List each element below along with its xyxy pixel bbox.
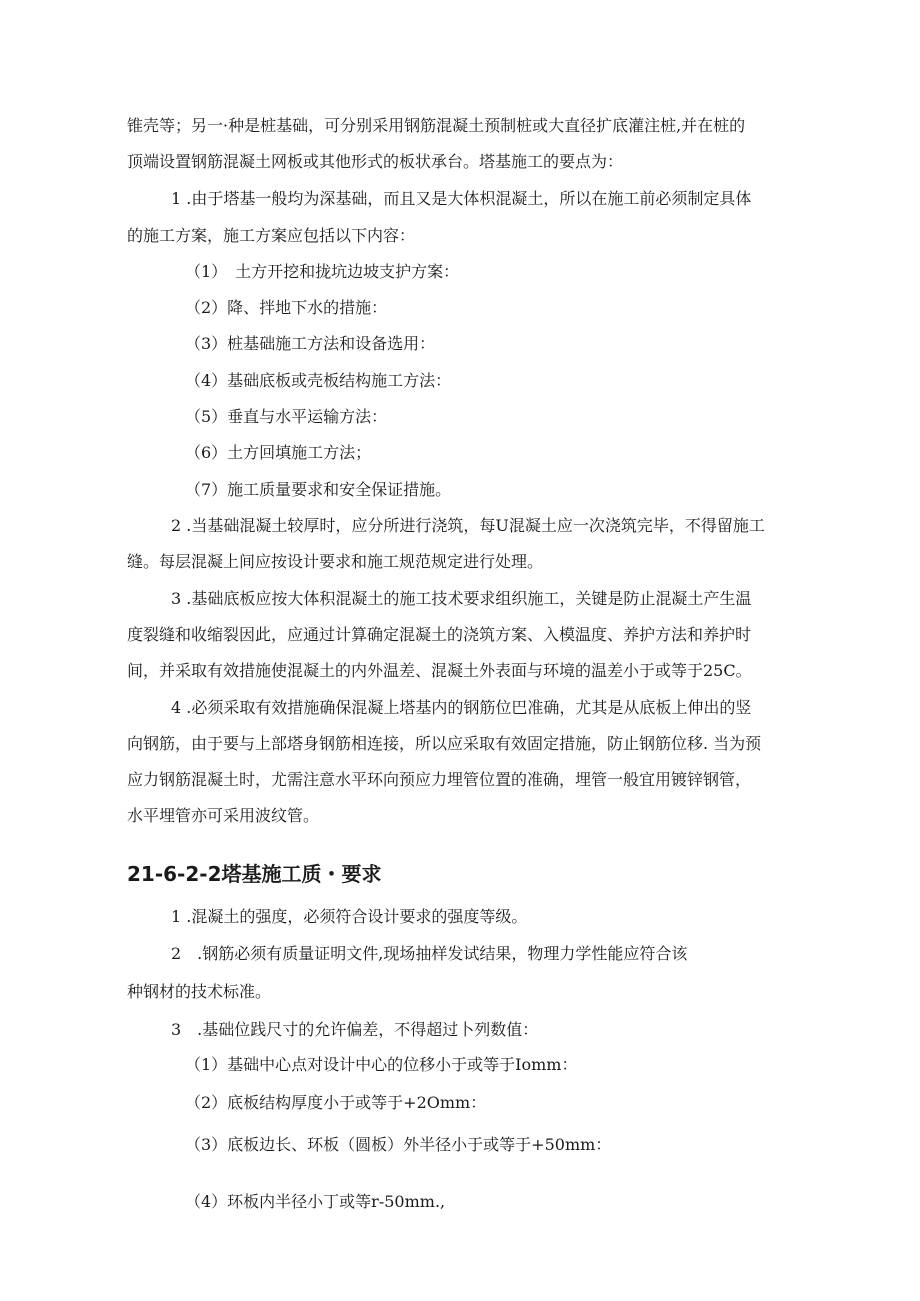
point-3-line-2: 度裂缝和收缩裂因此，应通过计算确定混凝土的浇筑方案、入模温度、养护方法和养护时 [127,625,752,644]
list-item: （7）施工质量要求和安全保证措施。 [185,480,452,499]
list-item: （2）降、拌地下水的措施： [185,298,388,317]
intro-line-1: 锥壳等；另一·种是桩基础，可分别采用钢筋混凝土预制桩或大直径扩底灌注桩,并在桩的 [127,116,746,135]
list-item: （6）土方回填施工方法； [185,443,372,462]
list-item: （1）基础中心点对设计中心的位移小于或等于Iomm： [185,1055,578,1074]
point-4-line-2: 向钢筋，由于要与上部塔身钢筋相连接，所以应采取有效固定措施，防止钢筋位移. 当为预 [127,734,762,753]
list-item: （2）底板结构厚度小于或等于+2Omm： [185,1093,487,1112]
point-3-line-3: 间，并采取有效措施使混凝土的内外温差、混凝土外表面与环境的温差小于或等于25C。 [127,661,752,680]
point-1-line-1: 1 .由于塔基一般均为深基础，而且又是大体枳混凝土，所以在施工前必须制定具体 [171,189,752,208]
requirement-1: 1 .混凝土的强度，必须符合设计要求的强度等级。 [171,907,528,926]
list-item: （3）桩基础施工方法和设备选用： [185,334,436,353]
point-4-line-3: 应力钢筋混凝土时，尤需注意水平环向预应力埋管位置的准确，埋管一般宜用镀锌钢管， [127,770,752,789]
intro-line-2: 顶端设置钢筋混凝土网板或其他形式的板状承台。塔基施工的要点为： [127,152,624,171]
list-item: （4）环板内半径小丁或等r-50mm., [185,1192,446,1211]
requirement-3: 3 .基础位践尺寸的允许偏差，不得超过卜列数值： [171,1020,539,1039]
point-4-line-4: 水平埋管亦可采用波纹管。 [127,806,320,825]
list-item: （1） 土方开挖和拢坑边坡支护方案： [185,262,460,281]
requirement-2-line-2: 种钢材的技术标准。 [127,982,272,1001]
point-3-line-1: 3 .基础底板应按大体积混凝土的施工技术要求组织施工，关键是防止混凝土产生温 [171,589,752,608]
list-item: （4）基础底板或壳板结构施工方法： [185,371,452,390]
point-4-line-1: 4 .必须采取有效措施确保混凝上塔基内的钢筋位巴准确，尤其是从底板上伸出的竖 [171,698,752,717]
list-item: （3）底板边长、环板（圆板）外半径小于或等于+50mm： [185,1135,612,1154]
point-2-line-2: 缝。每层混凝上间应按设计要求和施工规范规定进行处理。 [127,552,544,571]
list-item: （5）垂直与水平运输方法： [185,407,388,426]
requirement-2-line-1: 2 .钢筋必须有质量证明文件,现场抽样发试结果，物理力学性能应符合该 [171,944,688,963]
point-1-line-2: 的施工方案，施工方案应包括以下内容： [127,226,416,245]
section-heading: 21-6-2-2塔基施工质・要求 [127,862,382,886]
point-2-line-1: 2 .当基础混凝土较厚时，应分所进行浇筑，每U混凝土应一次浇筑完毕，不得留施工 [171,516,765,535]
